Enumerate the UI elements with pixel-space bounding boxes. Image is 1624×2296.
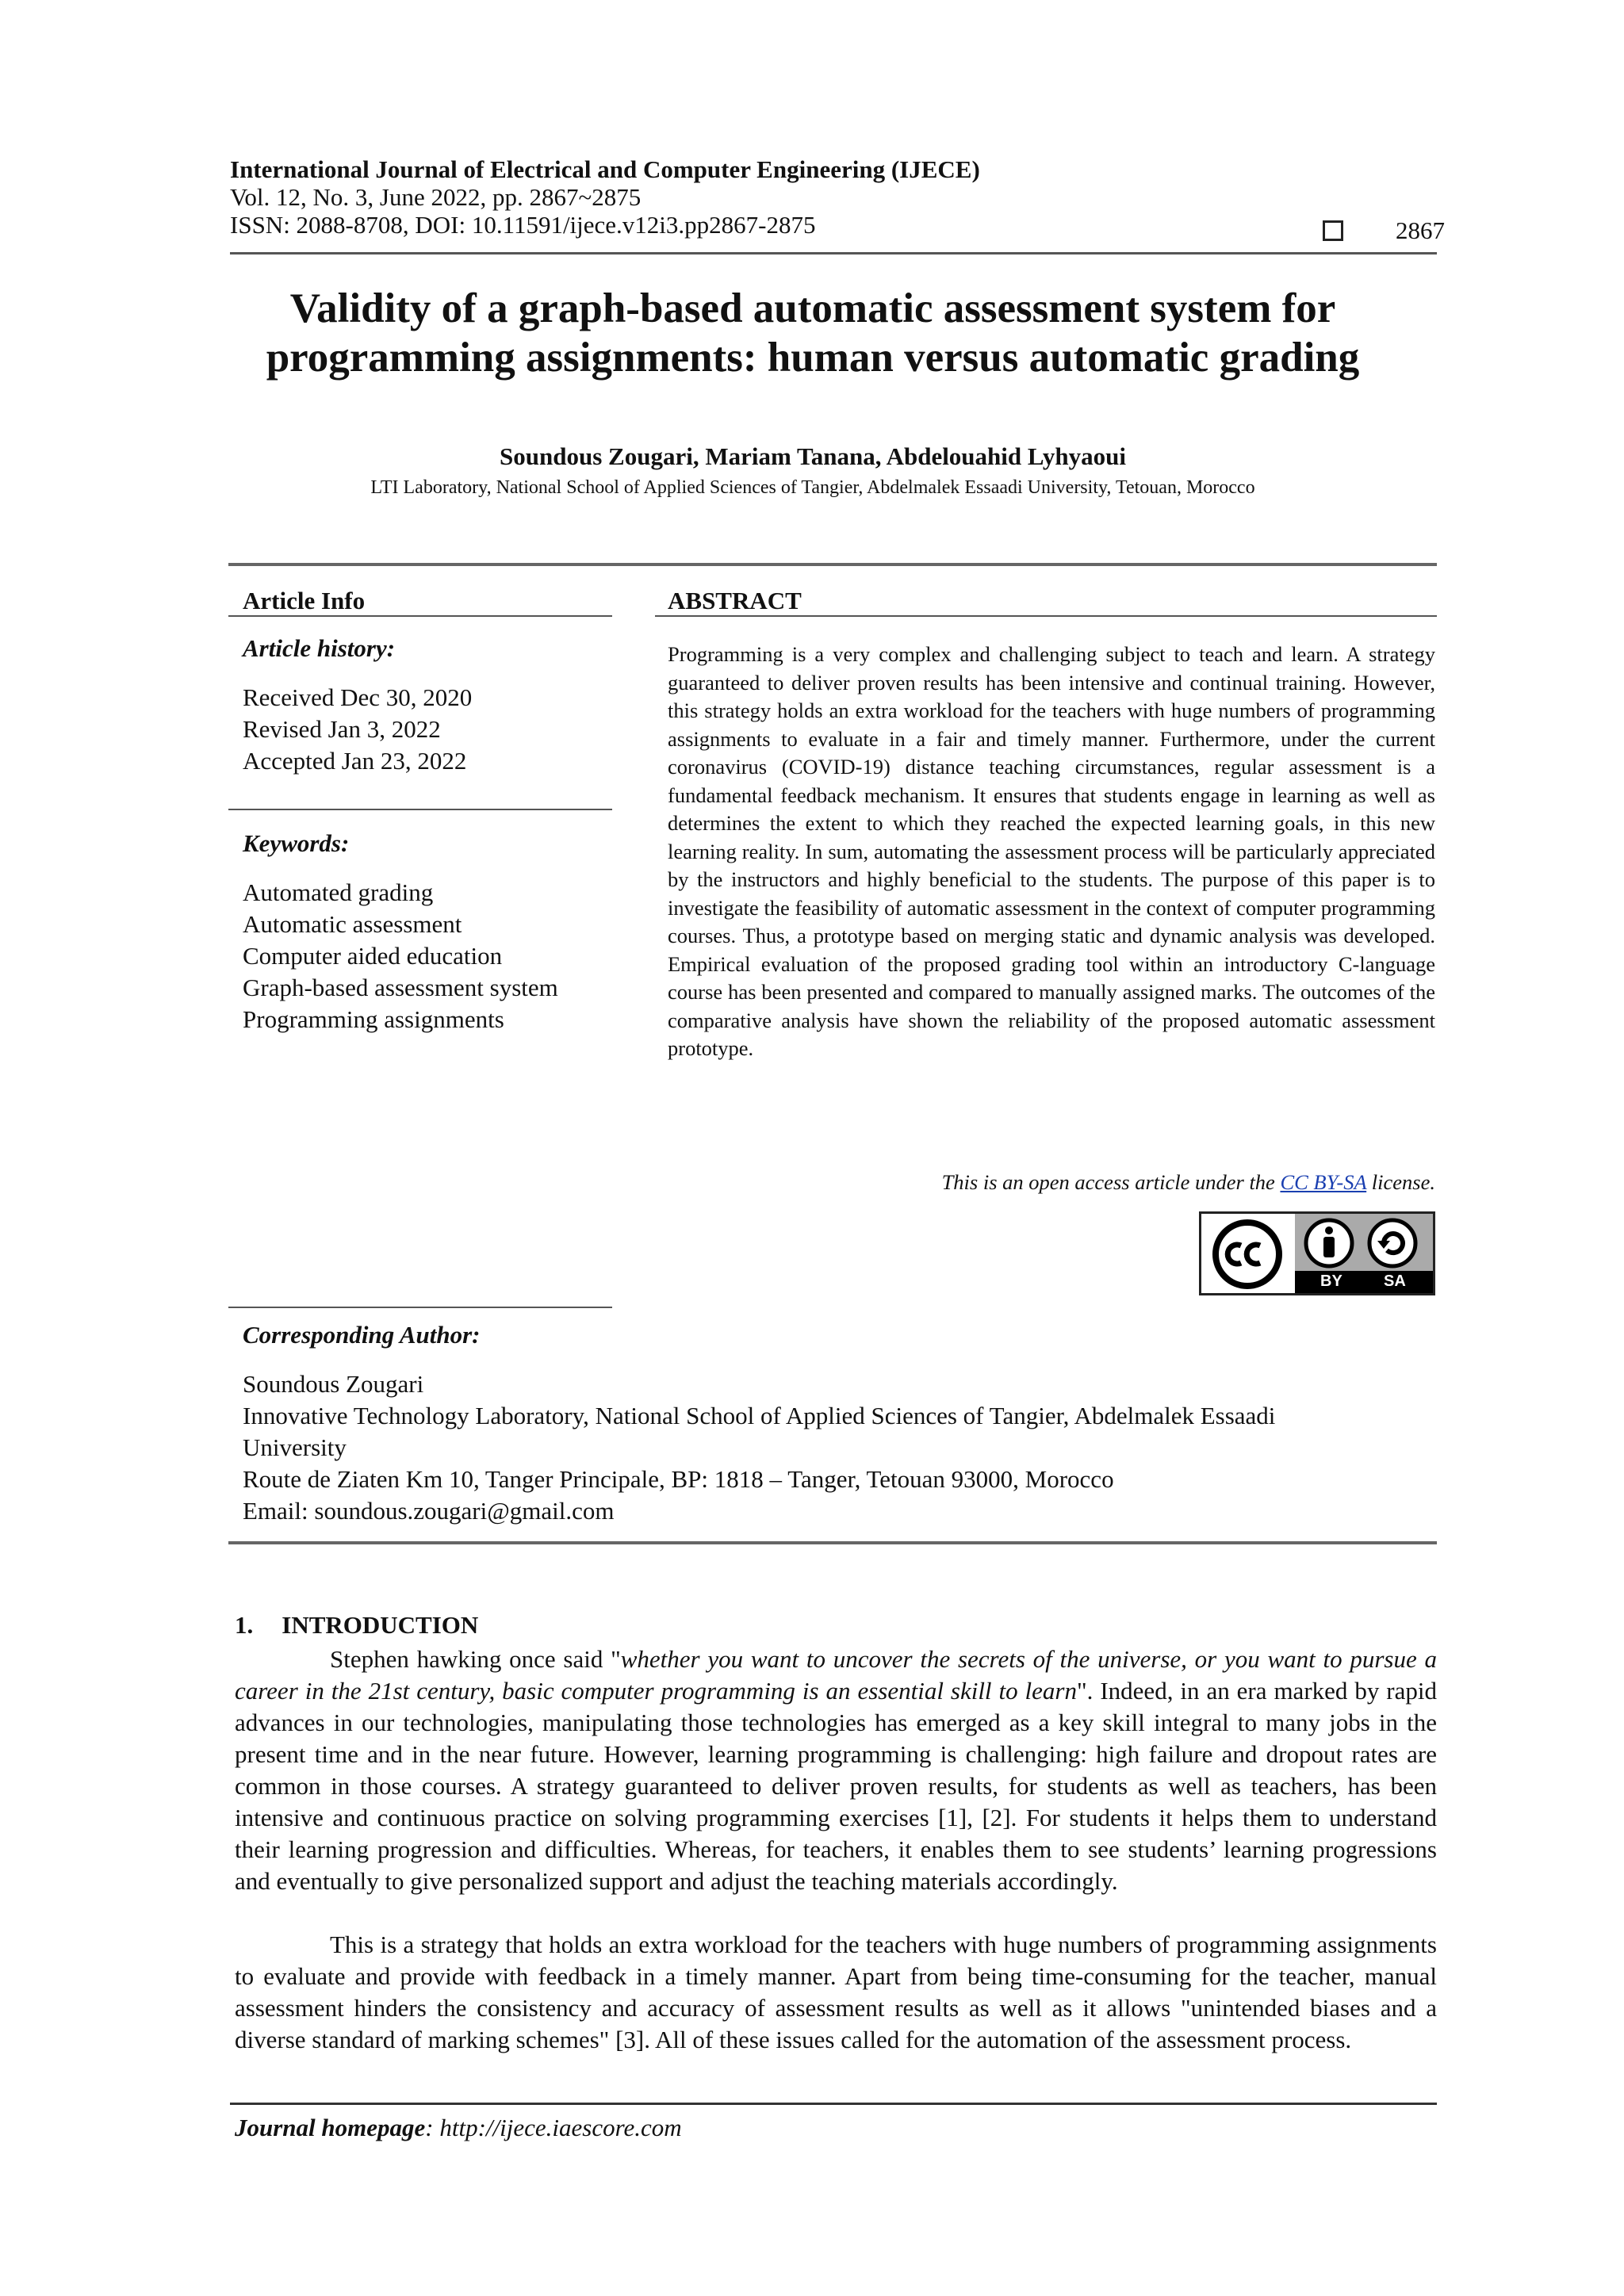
abstract-heading: ABSTRACT bbox=[668, 587, 802, 614]
cc-icon bbox=[1206, 1219, 1290, 1290]
corresponding-name: Soundous Zougari bbox=[243, 1370, 424, 1398]
attribution-icon bbox=[1303, 1217, 1355, 1269]
paper-title bbox=[190, 284, 1435, 382]
journal-footer bbox=[235, 2114, 682, 2142]
corresponding-org-1: Innovative Technology Laboratory, National School of Applied Sciences of Tangier, Abdelmalek Essaadi bbox=[243, 1402, 1276, 1429]
section-number: 1. bbox=[235, 1611, 254, 1639]
license-prefix: This is an open access article under the bbox=[941, 1170, 1281, 1194]
corresponding-address: Route de Ziaten Km 10, Tanger Principale, BP: 1818 – Tanger, Tetouan 93000, Morocco bbox=[243, 1465, 1114, 1493]
affiliation: LTI Laboratory, National School of Applied Sciences of Tangier, Abdelmalek Essaadi University, Tetouan, Morocco bbox=[370, 477, 1255, 498]
share-alike-icon bbox=[1366, 1217, 1419, 1269]
p1-rest: ". Indeed, in an era marked by rapid advances in our technologies, manipulating those technologies has emerged as a key skill integral to many jobs in the present time and in the near future. However, learning programming is challenging: high failure and dropout rates are common in those courses. A strategy guaranteed to deliver proven results, for students as well as teachers, has been intensive and continuous practice on solving programming exercises [1], [2]. For students it helps them to understand their learning progression and difficulties. Whereas, for teachers, it enables them to see students’ learning progressions and eventually to give personalized support and adjust the teaching materials accordingly. bbox=[235, 1677, 1437, 1895]
cc-sa-label: SA bbox=[1384, 1272, 1406, 1290]
keywords-heading: Keywords: bbox=[243, 829, 350, 857]
keyword-item: Automated grading bbox=[243, 878, 434, 906]
abstract-rule bbox=[655, 615, 1437, 617]
abstract-text: Programming is a very complex and challenging subject to teach and learn. A strategy guaranteed to deliver proven results has been intensive and continual training. However, this strategy holds an extra workload for the teachers with huge numbers of programming assignments to evaluate in a fair and timely manner. Furthermore, under the current coronavirus (COVID-19) distance teaching circumstances, regular assessment is a fundamental feedback mechanism. It ensures that students engage in learning as well as determines the extent to which they reached the expected learning goals, in this new learning reality. In sum, automating the assessment process will be particularly appreciated by the instructors and highly beneficial to the students. The purpose of this paper is to investigate the feasibility of automatic assessment in the context of computer programming courses. Thus, a prototype based on merging static and dynamic analysis was developed. Empirical evaluation of the proposed grading tool within an introductory C-language course has been presented and compared to manually assigned marks. The outcomes of the comparative analysis have shown the reliability of the proposed automatic assessment prototype. bbox=[668, 642, 1435, 1060]
page-number: 2867 bbox=[1396, 216, 1445, 244]
history-received: Received Dec 30, 2020 bbox=[243, 683, 473, 711]
cc-by-label: BY bbox=[1320, 1272, 1342, 1290]
article-info-heading: Article Info bbox=[243, 587, 366, 614]
p2-text: This is a strategy that holds an extra workload for the teachers with huge numbers of programming assignments to evaluate and provide with feedback in a timely manner. Apart from being time-consuming for the teacher, manual assessment hinders the consistency and accuracy of assessment results as well as it allows "unintended biases and a diverse standard of marking schemes" [3]. All of these issues called for the automation of the assessment process. bbox=[235, 1931, 1437, 2053]
corresponding-author-heading: Corresponding Author: bbox=[243, 1321, 481, 1349]
badge-strip bbox=[1295, 1271, 1433, 1293]
section-title: INTRODUCTION bbox=[282, 1611, 479, 1639]
keyword-item: Computer aided education bbox=[243, 942, 503, 970]
article-history-heading: Article history: bbox=[243, 634, 396, 662]
footer-url: : http://ijece.iaescore.com bbox=[425, 2114, 682, 2141]
hawking-quote: whether you want to uncover the secrets of the universe, or you want to pursue a career in the 21st century, basic computer programming is an essential skill to learn bbox=[235, 1645, 1437, 1705]
title-line-1: Validity of a graph-based automatic assessment system for bbox=[289, 285, 1336, 331]
history-accepted: Accepted Jan 23, 2022 bbox=[243, 747, 467, 775]
keyword-item: Automatic assessment bbox=[243, 910, 462, 938]
keyword-item: Graph-based assessment system bbox=[243, 974, 558, 1001]
keywords-list bbox=[243, 877, 558, 1035]
intro-paragraph-1 bbox=[235, 1644, 1437, 1897]
journal-title: International Journal of Electrical and Computer Engineering (IJECE) bbox=[230, 155, 980, 183]
corresponding-email: Email: soundous.zougari@gmail.com bbox=[243, 1497, 615, 1525]
cc-by-sa-badge[interactable] bbox=[1199, 1211, 1435, 1295]
license-suffix: license. bbox=[1366, 1170, 1435, 1194]
authors: Soundous Zougari, Mariam Tanana, Abdelouahid Lyhyaoui bbox=[500, 442, 1126, 470]
corresponding-author-block bbox=[243, 1368, 1448, 1527]
footer-label: Journal homepage bbox=[235, 2114, 426, 2141]
info-box-top-rule bbox=[228, 563, 1437, 566]
volume-line: Vol. 12, No. 3, June 2022, pp. 2867~2875 bbox=[230, 183, 642, 211]
history-revised: Revised Jan 3, 2022 bbox=[243, 715, 441, 743]
keywords-bottom-rule bbox=[228, 1307, 612, 1308]
introduction-heading bbox=[235, 1611, 478, 1640]
p1-start: Stephen hawking once said " bbox=[330, 1645, 621, 1673]
title-line-2: programming assignments: human versus automatic grading bbox=[266, 335, 1360, 381]
license-line bbox=[668, 1170, 1435, 1195]
checkbox-icon bbox=[1323, 220, 1343, 241]
cc-by-sa-link[interactable]: CC BY-SA bbox=[1280, 1170, 1367, 1194]
info-box-bottom-rule bbox=[228, 1541, 1437, 1544]
article-history-list bbox=[243, 682, 472, 777]
issn-line: ISSN: 2088-8708, DOI: 10.11591/ijece.v12i3.pp2867-2875 bbox=[230, 211, 816, 239]
journal-header bbox=[230, 155, 1443, 239]
intro-paragraph-2 bbox=[235, 1929, 1437, 2056]
article-info-rule bbox=[228, 615, 612, 617]
footer-rule bbox=[230, 2103, 1437, 2105]
corresponding-org-2: University bbox=[243, 1433, 347, 1461]
history-rule bbox=[228, 809, 612, 810]
header-rule bbox=[230, 252, 1437, 254]
keyword-item: Programming assignments bbox=[243, 1005, 504, 1033]
